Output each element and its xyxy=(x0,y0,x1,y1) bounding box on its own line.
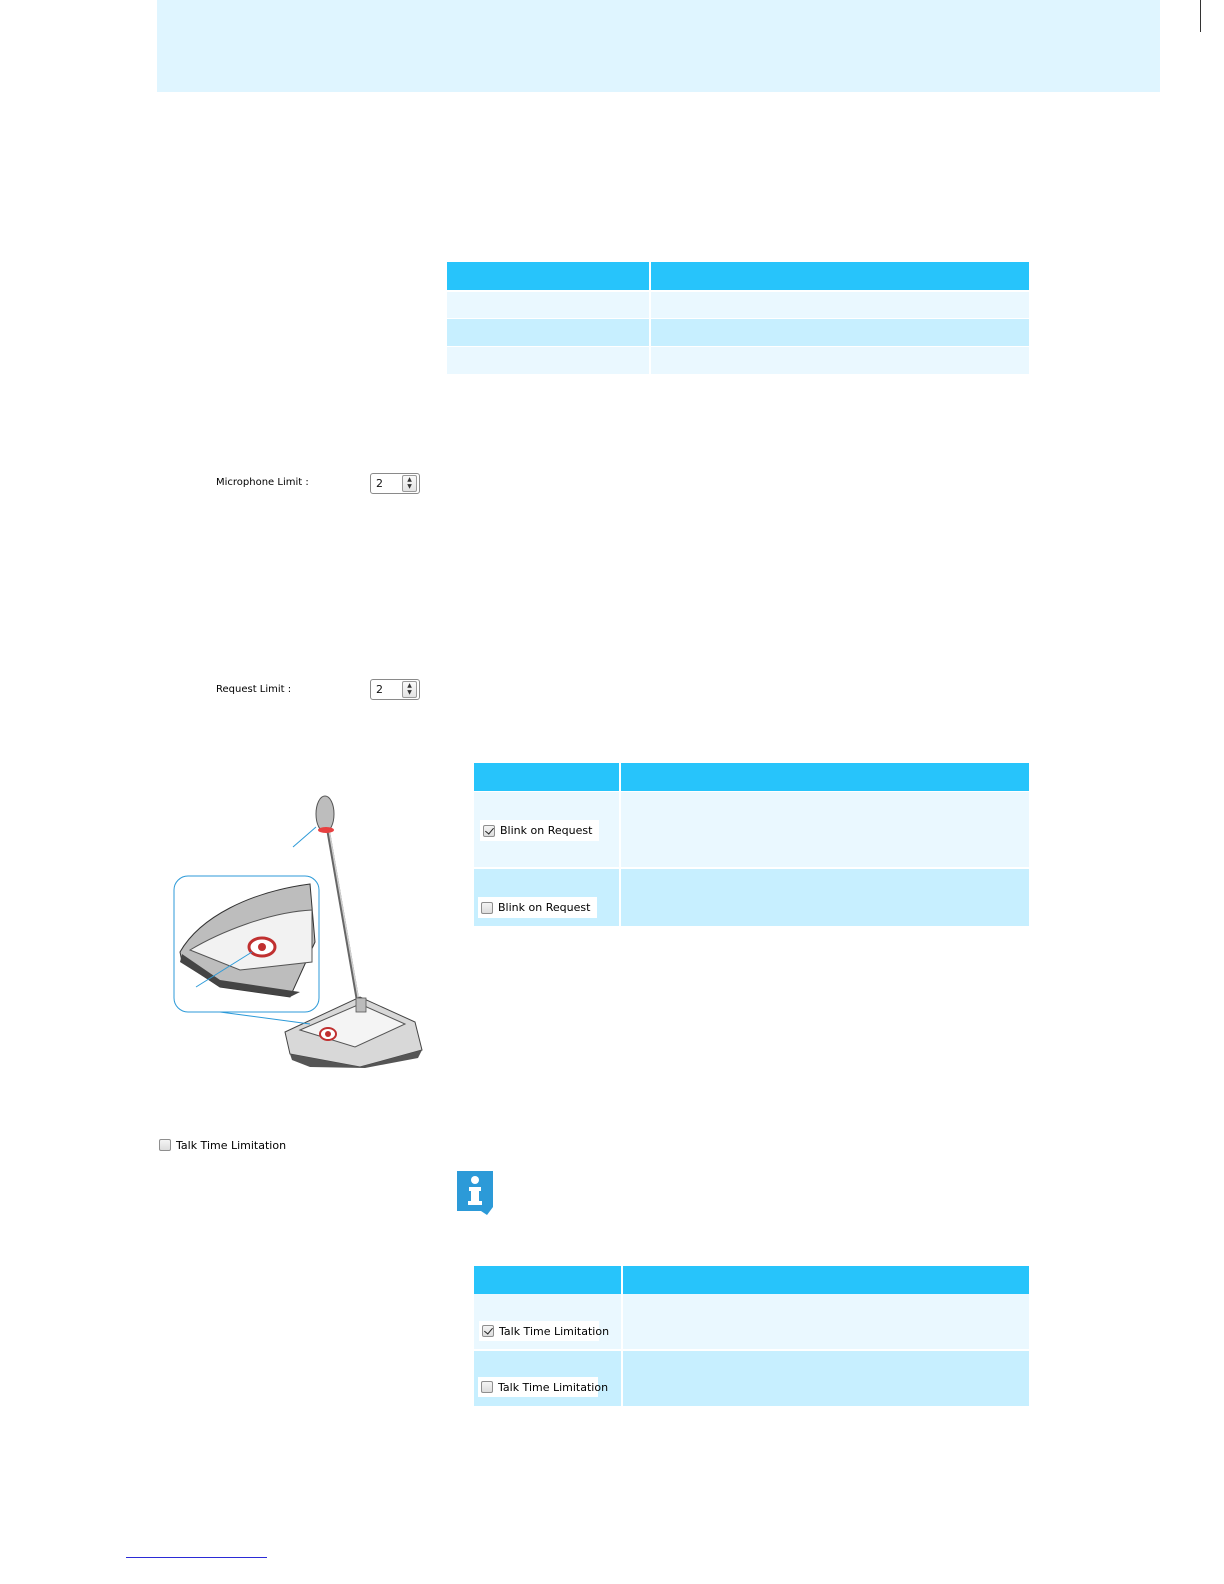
chevron-down-icon[interactable]: ▼ xyxy=(407,689,412,696)
table-1-header-col-1 xyxy=(447,262,649,290)
checkbox-icon[interactable] xyxy=(481,1381,493,1393)
chevron-up-icon[interactable]: ▲ xyxy=(407,682,412,689)
chevron-down-icon[interactable]: ▼ xyxy=(407,483,412,490)
blink-table-header-col-1 xyxy=(474,763,619,791)
table-row xyxy=(447,347,1029,374)
blink-on-request-unchecked[interactable] xyxy=(478,897,597,918)
checkmark-icon[interactable] xyxy=(483,825,495,837)
talk-time-limitation-unchecked[interactable] xyxy=(478,1377,609,1397)
table-row xyxy=(447,319,1029,346)
microphone-limit-label: Microphone Limit : xyxy=(216,477,309,488)
checkbox-icon[interactable] xyxy=(159,1139,171,1151)
talk-time-limitation-checkbox[interactable] xyxy=(156,1135,286,1155)
microphone-limit-value[interactable]: 2 xyxy=(376,477,383,490)
chevron-up-icon[interactable]: ▲ xyxy=(407,476,412,483)
blink-table-header-col-2 xyxy=(621,763,1029,791)
conference-microphone-illustration xyxy=(160,792,430,1082)
footer-link-underline[interactable] xyxy=(126,1557,267,1558)
talk-time-limitation-label: Talk Time Limitation xyxy=(498,1380,609,1394)
talk-time-limitation-checked[interactable] xyxy=(479,1321,610,1341)
microphone-limit-spinner[interactable] xyxy=(370,473,420,494)
talk-time-limitation-label: Talk Time Limitation xyxy=(499,1324,610,1338)
request-limit-value[interactable]: 2 xyxy=(376,683,383,696)
spinner-buttons[interactable] xyxy=(402,475,417,492)
talk-table-header-col-2 xyxy=(623,1266,1029,1294)
spinner-buttons[interactable] xyxy=(402,681,417,698)
blink-on-request-checked[interactable] xyxy=(480,820,599,841)
request-limit-label: Request Limit : xyxy=(216,684,292,695)
table-row xyxy=(447,292,1029,318)
margin-line xyxy=(1200,0,1201,32)
talk-time-limitation-label: Talk Time Limitation xyxy=(176,1138,287,1152)
blink-on-request-label: Blink on Request xyxy=(500,824,593,837)
table-1-header-col-2 xyxy=(651,262,1029,290)
table-1 xyxy=(447,262,1029,374)
blink-on-request-label: Blink on Request xyxy=(498,901,591,914)
header-band xyxy=(157,0,1160,92)
info-icon xyxy=(457,1171,493,1217)
checkmark-icon[interactable] xyxy=(482,1325,494,1337)
request-limit-spinner[interactable] xyxy=(370,679,420,700)
talk-table-header-col-1 xyxy=(474,1266,621,1294)
checkbox-icon[interactable] xyxy=(481,902,493,914)
